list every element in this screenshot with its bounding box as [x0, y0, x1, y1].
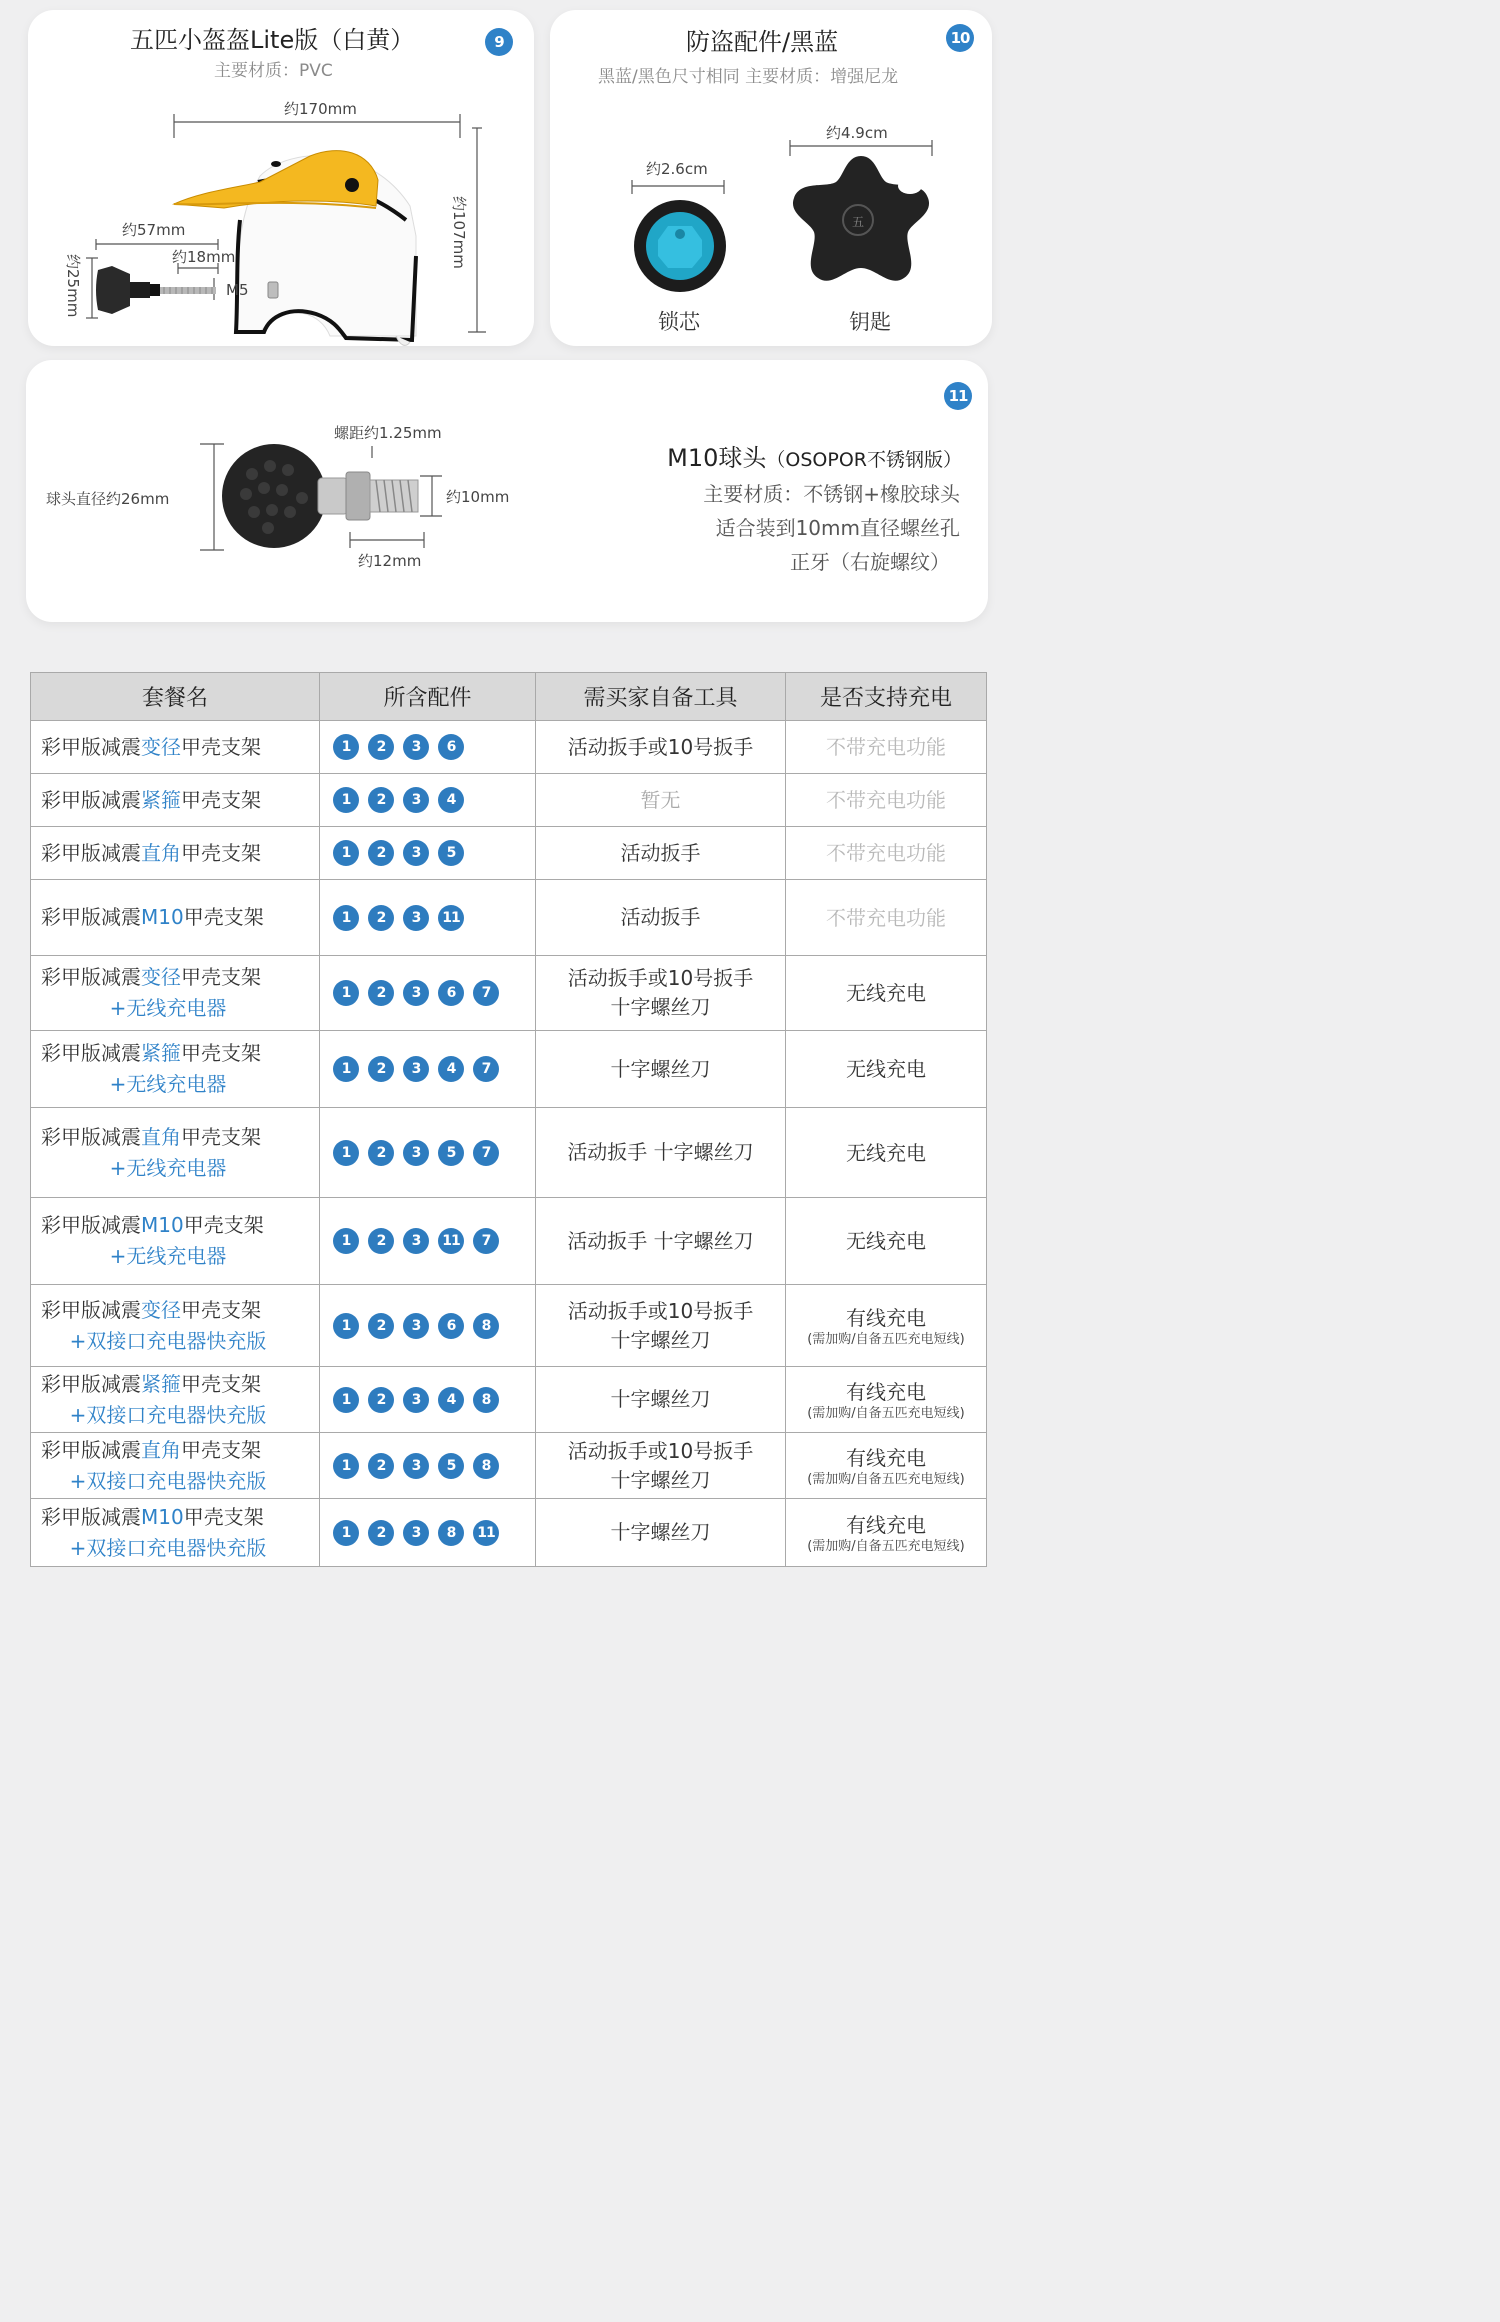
tools-cell	[536, 1499, 786, 1567]
part-number-badge-icon: 3	[403, 1520, 429, 1546]
part-number-badge-icon: 1	[333, 1313, 359, 1339]
package-name-cell	[31, 1031, 320, 1108]
part-number-badge-icon: 1	[333, 1056, 359, 1082]
part-number-badge-icon: 2	[368, 1387, 394, 1413]
package-addon: +无线充电器	[109, 1072, 227, 1096]
package-addon: +无线充电器	[109, 1244, 227, 1268]
package-name-suffix: 甲壳支架	[183, 1213, 264, 1237]
part-number-badge-icon: 2	[368, 787, 394, 813]
header-charging-support: 是否支持充电	[786, 673, 987, 721]
package-name-suffix: 甲壳支架	[181, 1124, 261, 1149]
package-name-cell	[31, 1499, 320, 1567]
tool-line: 十字螺丝刀	[610, 1387, 711, 1411]
charging-cell	[786, 1433, 987, 1499]
part-number-badge-icon: 3	[403, 1056, 429, 1082]
part-number-badge-icon: 2	[368, 734, 394, 760]
parts-cell	[320, 1499, 536, 1567]
tool-line: 活动扳手 十字螺丝刀	[567, 1228, 754, 1253]
part-number-badge-icon: 7	[473, 1056, 499, 1082]
part-number-badge-icon: 7	[473, 980, 499, 1006]
package-name-cell	[31, 774, 320, 827]
tools-cell	[536, 1433, 786, 1499]
part-number-badge-icon: 2	[368, 980, 394, 1006]
part-number-badge-icon: 8	[473, 1453, 499, 1479]
parts-cell	[320, 827, 536, 880]
helmet-title: 五匹小盔盔Lite版（白黄）	[130, 26, 415, 54]
package-name-cell	[31, 956, 320, 1031]
tools-cell	[536, 1031, 786, 1108]
tool-line: 活动扳手	[620, 840, 701, 865]
part-number-badge-icon: 8	[473, 1313, 499, 1339]
charging-cell	[786, 1198, 987, 1285]
package-name-cell	[31, 1285, 320, 1367]
package-addon: +双接口充电器快充版	[69, 1535, 267, 1560]
package-name-cell	[31, 1108, 320, 1198]
table-row	[31, 1367, 987, 1433]
charging-cell	[786, 1285, 987, 1367]
package-name-suffix: 甲壳支架	[181, 965, 261, 989]
parts-cell	[320, 1367, 536, 1433]
package-name-prefix: 彩甲版减震	[41, 787, 141, 812]
tools-cell	[536, 956, 786, 1031]
part-number-badge-icon: 3	[403, 840, 429, 866]
part-number-badge-icon: 1	[333, 1387, 359, 1413]
lock-core-image	[630, 196, 730, 296]
charging-value: 不带充电功能	[826, 735, 946, 759]
tools-cell	[536, 880, 786, 956]
part-number-badge-icon: 2	[368, 1520, 394, 1546]
package-name-variant: 紧箍	[141, 1371, 181, 1396]
part-number-badge-icon: 11	[473, 1520, 499, 1546]
package-name-cell	[31, 1198, 320, 1285]
package-name-prefix: 彩甲版减震	[41, 840, 141, 865]
charging-cell	[786, 1108, 987, 1198]
package-name-variant: 紧箍	[141, 787, 181, 812]
package-name-variant: 变径	[141, 734, 181, 759]
tool-line: 暂无	[640, 787, 681, 812]
thread-length-label: 约18mm	[172, 248, 236, 266]
charging-value: 不带充电功能	[826, 788, 946, 812]
key-image	[786, 150, 936, 300]
tools-cell	[536, 1198, 786, 1285]
badge-11-icon: 11	[944, 382, 972, 410]
tools-cell	[536, 827, 786, 880]
charging-value: 无线充电	[846, 1140, 926, 1165]
charge-note: (需加购/自备五匹充电短线)	[807, 1405, 965, 1421]
helmet-width-label: 约170mm	[284, 100, 357, 118]
part-number-badge-icon: 3	[403, 1140, 429, 1166]
charging-value: 有线充电	[846, 1305, 926, 1330]
parts-cell	[320, 1433, 536, 1499]
table-header-row	[31, 673, 987, 721]
package-name-variant: 直角	[141, 1124, 181, 1149]
package-name-prefix: 彩甲版减震	[41, 1124, 141, 1149]
tools-cell	[536, 721, 786, 774]
charging-value: 无线充电	[846, 981, 926, 1005]
part-number-badge-icon: 1	[333, 1520, 359, 1546]
part-number-badge-icon: 2	[368, 1140, 394, 1166]
charging-cell	[786, 880, 987, 956]
tools-cell	[536, 1108, 786, 1198]
parts-cell	[320, 721, 536, 774]
package-addon: +双接口充电器快充版	[69, 1328, 267, 1353]
package-name-cell	[31, 1433, 320, 1499]
part-number-badge-icon: 11	[438, 905, 464, 931]
package-name-variant: 紧箍	[141, 1041, 181, 1065]
ball-head-title	[667, 438, 962, 473]
part-number-badge-icon: 5	[438, 1453, 464, 1479]
badge-10-icon: 10	[946, 24, 974, 52]
ball-head-title-main: M10球头	[667, 444, 767, 472]
badge-9-icon: 9	[485, 28, 513, 56]
anti-theft-subtitle: 黑蓝/黑色尺寸相同 主要材质：增强尼龙	[598, 67, 899, 87]
tools-cell	[536, 1367, 786, 1433]
tool-line: 十字螺丝刀	[610, 995, 711, 1019]
ball-head-line-2: 适合装到10mm直径螺丝孔	[715, 516, 960, 540]
parts-cell	[320, 1108, 536, 1198]
table-row	[31, 774, 987, 827]
tool-line: 十字螺丝刀	[610, 1467, 711, 1492]
package-name-variant: M10	[141, 1213, 184, 1237]
knob-height-label: 约25mm	[64, 254, 82, 318]
helmet-height-label: 约107mm	[450, 196, 468, 269]
ball-diameter-label: 球头直径约26mm	[46, 490, 170, 508]
part-number-badge-icon: 3	[403, 905, 429, 931]
package-name-prefix: 彩甲版减震	[41, 1371, 141, 1396]
package-name-variant: 变径	[141, 965, 181, 989]
parts-cell	[320, 1285, 536, 1367]
charge-note: (需加购/自备五匹充电短线)	[807, 1538, 965, 1554]
package-name-prefix: 彩甲版减震	[41, 1213, 141, 1237]
part-number-badge-icon: 2	[368, 1056, 394, 1082]
package-name-variant: 直角	[141, 840, 181, 865]
part-number-badge-icon: 1	[333, 1453, 359, 1479]
table-row	[31, 1499, 987, 1567]
part-number-badge-icon: 4	[438, 1387, 464, 1413]
lock-core-dimension: 约2.6cm	[646, 160, 708, 178]
charging-value: 有线充电	[846, 1512, 926, 1537]
ball-head-line-3: 正牙（右旋螺纹）	[790, 550, 950, 574]
helmet-card	[28, 10, 534, 346]
charging-cell	[786, 956, 987, 1031]
part-number-badge-icon: 2	[368, 840, 394, 866]
part-number-badge-icon: 3	[403, 734, 429, 760]
part-number-badge-icon: 2	[368, 1228, 394, 1254]
thread-length-label: 约12mm	[358, 552, 422, 570]
part-number-badge-icon: 1	[333, 980, 359, 1006]
part-number-badge-icon: 6	[438, 980, 464, 1006]
charging-cell	[786, 1367, 987, 1433]
package-name-cell	[31, 880, 320, 956]
parts-cell	[320, 1198, 536, 1285]
part-number-badge-icon: 5	[438, 1140, 464, 1166]
tools-cell	[536, 774, 786, 827]
parts-cell	[320, 1031, 536, 1108]
package-name-prefix: 彩甲版减震	[41, 905, 141, 929]
charge-note: (需加购/自备五匹充电短线)	[807, 1471, 965, 1487]
m10-ball-head-image	[218, 440, 428, 560]
part-number-badge-icon: 1	[333, 840, 359, 866]
thread-size-label: M5	[226, 281, 249, 299]
ball-head-line-1: 主要材质：不锈钢+橡胶球头	[703, 482, 960, 506]
table-row	[31, 1031, 987, 1108]
part-number-badge-icon: 1	[333, 734, 359, 760]
anti-theft-title: 防盗配件/黑蓝	[686, 28, 839, 56]
part-number-badge-icon: 11	[438, 1228, 464, 1254]
part-number-badge-icon: 6	[438, 1313, 464, 1339]
tool-line: 十字螺丝刀	[610, 1327, 711, 1352]
part-number-badge-icon: 2	[368, 905, 394, 931]
table-row	[31, 1198, 987, 1285]
table-row	[31, 1108, 987, 1198]
part-number-badge-icon: 3	[403, 1387, 429, 1413]
charge-note: (需加购/自备五匹充电短线)	[807, 1331, 965, 1347]
part-number-badge-icon: 8	[438, 1520, 464, 1546]
package-name-suffix: 甲壳支架	[181, 734, 261, 759]
key-label: 钥匙	[849, 310, 891, 334]
charging-value: 不带充电功能	[826, 841, 946, 865]
package-name-cell	[31, 721, 320, 774]
package-name-variant: 直角	[141, 1437, 181, 1462]
parts-cell	[320, 774, 536, 827]
part-number-badge-icon: 6	[438, 734, 464, 760]
package-name-prefix: 彩甲版减震	[41, 1041, 141, 1065]
tool-line: 活动扳手或10号扳手	[567, 1438, 754, 1463]
package-name-variant: 变径	[141, 1297, 181, 1322]
screw-length-label: 约57mm	[122, 221, 186, 239]
part-number-badge-icon: 1	[333, 1140, 359, 1166]
part-number-badge-icon: 4	[438, 787, 464, 813]
part-number-badge-icon: 7	[473, 1228, 499, 1254]
package-addon: +双接口充电器快充版	[69, 1468, 267, 1493]
table-row	[31, 721, 987, 774]
helmet-material: 主要材质：PVC	[214, 61, 333, 81]
part-number-badge-icon: 2	[368, 1313, 394, 1339]
part-number-badge-icon: 1	[333, 905, 359, 931]
package-addon: +无线充电器	[109, 1155, 227, 1180]
thread-pitch-label: 螺距约1.25mm	[334, 424, 442, 442]
package-name-suffix: 甲壳支架	[183, 1504, 264, 1529]
package-name-suffix: 甲壳支架	[181, 1297, 261, 1322]
charging-value: 有线充电	[846, 1379, 926, 1404]
parts-cell	[320, 956, 536, 1031]
part-number-badge-icon: 4	[438, 1056, 464, 1082]
package-table	[30, 672, 987, 1567]
charging-cell	[786, 1499, 987, 1567]
tool-line: 活动扳手或10号扳手	[567, 966, 754, 990]
table-row	[31, 1433, 987, 1499]
tool-line: 十字螺丝刀	[610, 1056, 711, 1081]
package-name-cell	[31, 827, 320, 880]
lock-core-label: 锁芯	[658, 310, 700, 334]
tools-cell	[536, 1285, 786, 1367]
part-number-badge-icon: 1	[333, 787, 359, 813]
anti-theft-card	[550, 10, 992, 346]
package-name-prefix: 彩甲版减震	[41, 965, 141, 989]
package-name-suffix: 甲壳支架	[181, 1371, 261, 1396]
charging-value: 无线充电	[846, 1229, 926, 1253]
charging-cell	[786, 827, 987, 880]
thumb-screw-image	[92, 260, 292, 320]
package-name-prefix: 彩甲版减震	[41, 1297, 141, 1322]
ball-head-title-paren: （OSOPOR不锈钢版）	[766, 449, 962, 471]
charging-cell	[786, 1031, 987, 1108]
package-name-cell	[31, 1367, 320, 1433]
part-number-badge-icon: 8	[473, 1387, 499, 1413]
header-required-tools: 需买家自备工具	[536, 673, 786, 721]
parts-cell	[320, 880, 536, 956]
tool-line: 十字螺丝刀	[610, 1520, 711, 1544]
part-number-badge-icon: 3	[403, 787, 429, 813]
package-name-variant: M10	[141, 1504, 184, 1529]
package-name-prefix: 彩甲版减震	[41, 734, 141, 759]
svg-text:五: 五	[851, 215, 865, 229]
part-number-badge-icon: 3	[403, 1313, 429, 1339]
part-number-badge-icon: 5	[438, 840, 464, 866]
package-name-prefix: 彩甲版减震	[41, 1504, 141, 1529]
charging-value: 有线充电	[846, 1445, 926, 1470]
header-package-name: 套餐名	[31, 673, 320, 721]
table-row	[31, 880, 987, 956]
ball-head-card	[26, 360, 988, 622]
package-name-suffix: 甲壳支架	[181, 1041, 261, 1065]
package-name-suffix: 甲壳支架	[183, 905, 264, 929]
part-number-badge-icon: 3	[403, 980, 429, 1006]
table-row	[31, 827, 987, 880]
part-number-badge-icon: 3	[403, 1228, 429, 1254]
part-number-badge-icon: 2	[368, 1453, 394, 1479]
package-name-prefix: 彩甲版减震	[41, 1437, 141, 1462]
charging-value: 不带充电功能	[826, 905, 946, 930]
package-addon: +双接口充电器快充版	[69, 1402, 267, 1427]
package-name-suffix: 甲壳支架	[181, 1437, 261, 1462]
tool-line: 活动扳手或10号扳手	[567, 1298, 754, 1323]
package-addon: +无线充电器	[109, 996, 227, 1020]
key-dimension: 约4.9cm	[826, 124, 888, 142]
part-number-badge-icon: 3	[403, 1453, 429, 1479]
table-row	[31, 1285, 987, 1367]
charging-cell	[786, 774, 987, 827]
package-name-suffix: 甲壳支架	[181, 787, 261, 812]
package-name-suffix: 甲壳支架	[181, 840, 261, 865]
charging-cell	[786, 721, 987, 774]
part-number-badge-icon: 1	[333, 1228, 359, 1254]
tool-line: 活动扳手	[620, 905, 701, 929]
header-included-parts: 所含配件	[320, 673, 536, 721]
charging-value: 无线充电	[846, 1057, 926, 1081]
part-number-badge-icon: 7	[473, 1140, 499, 1166]
tool-line: 活动扳手 十字螺丝刀	[567, 1140, 754, 1164]
package-name-variant: M10	[141, 905, 184, 929]
tool-line: 活动扳手或10号扳手	[567, 734, 754, 759]
table-row	[31, 956, 987, 1031]
thread-diameter-label: 约10mm	[446, 488, 510, 506]
